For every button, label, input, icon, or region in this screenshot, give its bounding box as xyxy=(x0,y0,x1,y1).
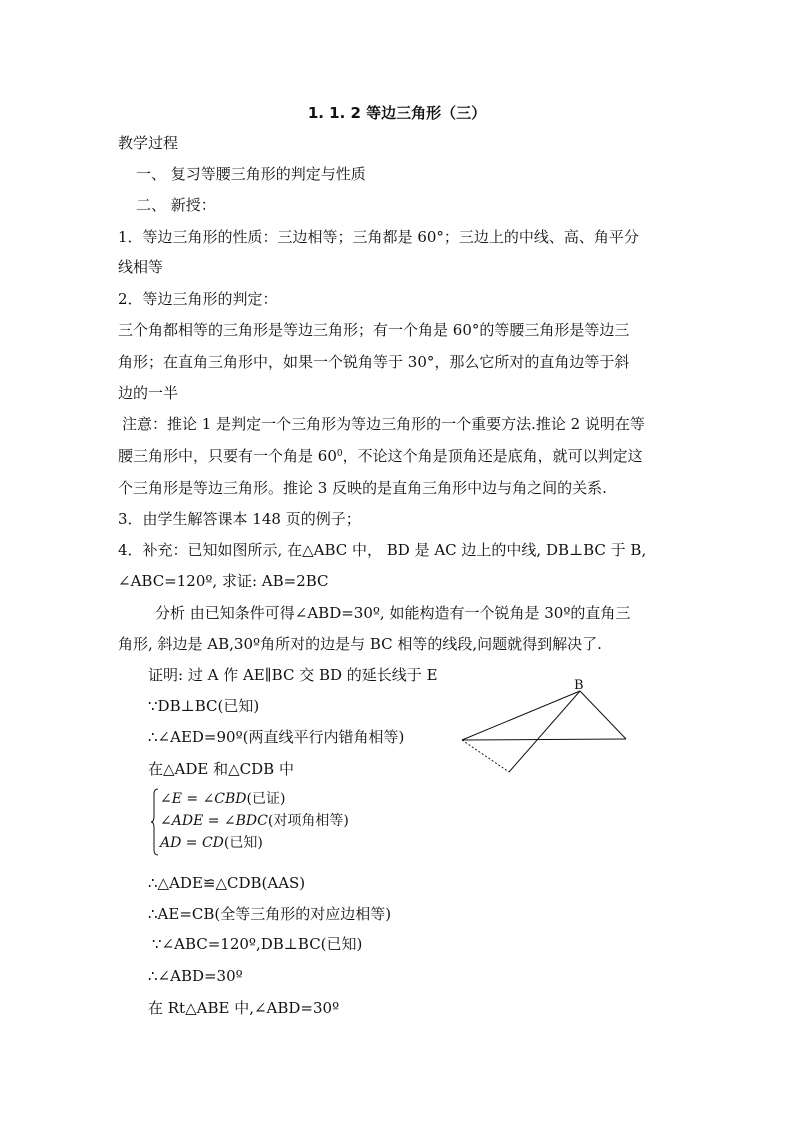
proof-line: 在△ADE 和△CDB 中 xyxy=(148,760,294,778)
paragraph-line: 边的一半 xyxy=(118,384,179,402)
analysis-line: 角形, 斜边是 AB,30º角所对的边是与 BC 相等的线段,问题就得到解决了. xyxy=(118,635,602,653)
segment-ab xyxy=(462,691,580,740)
paragraph-line: 角形；在直角三角形中，如果一个锐角等于 30°，那么它所对的直角边等于斜 xyxy=(118,353,630,371)
paragraph-line: 3．由学生解答课本 148 页的例子； xyxy=(118,510,361,528)
paragraph-line: 线相等 xyxy=(118,258,164,276)
problem-line: ∠ABC=120º, 求证: AB=2BC xyxy=(118,572,329,590)
vertex-label-b: B xyxy=(574,678,584,693)
paragraph-line: 1．等边三角形的性质：三边相等；三角都是 60°；三边上的中线、高、角平分 xyxy=(118,228,639,246)
page-title: 1. 1. 2 等边三角形（三） xyxy=(307,104,487,122)
paragraph-line: 2．等边三角形的判定： xyxy=(118,290,278,308)
geometry-figure xyxy=(450,675,640,780)
proof-line: ∴∠ABD=30º xyxy=(148,967,243,985)
section-item-new: 二、 新授： xyxy=(136,196,216,214)
proof-line: 证明: 过 A 作 AE∥BC 交 BD 的延长线于 E xyxy=(148,666,438,684)
segment-be xyxy=(509,691,580,772)
proof-line: ∴△ADE≌△CDB(AAS) xyxy=(148,874,306,892)
note-line: 腰三角形中，只要有一个角是 $60^0$，不论这个角是顶角还是底角，就可以判定这 xyxy=(118,447,643,465)
equation-row: ∠E = ∠CBD(已证) xyxy=(160,791,286,807)
proof-line: 在 Rt△ABE 中,∠ABD=30º xyxy=(148,999,340,1017)
proof-line: ∴AE=CB(全等三角形的对应边相等) xyxy=(148,905,392,923)
segment-bc xyxy=(580,691,626,739)
segment-ae-dashed xyxy=(462,740,509,772)
equation-row: ∠ADE = ∠BDC(对项角相等) xyxy=(160,813,349,829)
proof-line: ∴∠AED=90º(两直线平行内错角相等) xyxy=(148,728,405,746)
segment-ac xyxy=(462,739,626,740)
proof-line: ∵∠ABC=120º,DB⊥BC(已知) xyxy=(152,935,363,953)
note-line: 注意：推论 1 是判定一个三角形为等边三角形的一个重要方法.推论 2 说明在等 xyxy=(122,415,645,433)
section-item-review: 一、 复习等腰三角形的判定与性质 xyxy=(136,165,366,183)
left-brace-icon xyxy=(150,788,160,856)
section-heading: 教学过程 xyxy=(118,134,179,152)
note-line: 个三角形是等边三角形。推论 3 反映的是直角三角形中边与角之间的关系. xyxy=(118,479,607,497)
analysis-line: 分析 由已知条件可得∠ABD=30º, 如能构造有一个锐角是 30º的直角三 xyxy=(155,604,631,622)
paragraph-line: 三个角都相等的三角形是等边三角形；有一个角是 60°的等腰三角形是等边三 xyxy=(118,321,630,339)
equation-system xyxy=(150,788,390,856)
proof-line: ∵DB⊥BC(已知) xyxy=(148,697,260,715)
equation-row: AD = CD(已知) xyxy=(160,835,263,851)
problem-line: 4．补充：已知如图所示, 在△ABC 中， BD 是 AC 边上的中线, DB⊥BC 于 B, xyxy=(118,541,647,559)
superscript: 0 xyxy=(336,449,343,459)
